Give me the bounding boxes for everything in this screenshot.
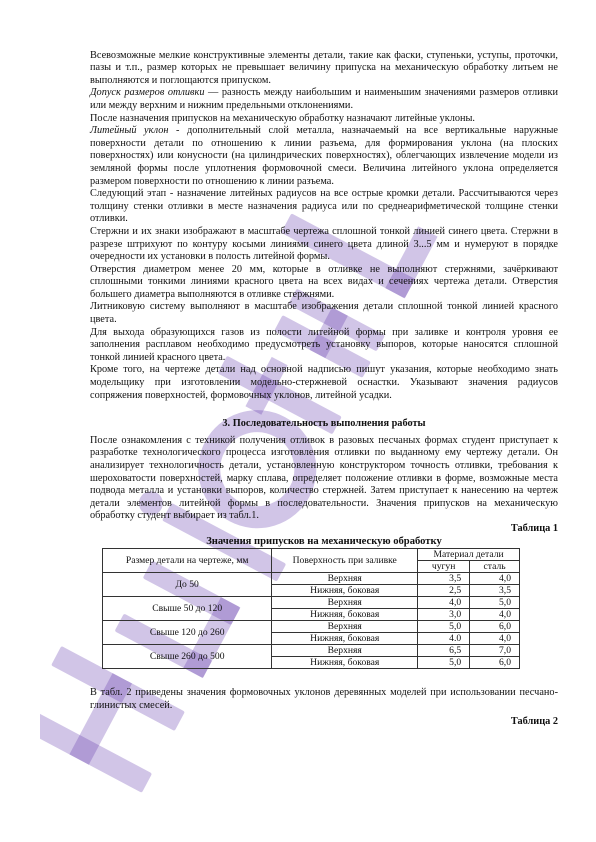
paragraph-text: - дополнительный слой металла, назначаемый на все вертикальные наружные поверхности детали по отношению к линии разъема, для формирования уклона (на плоских поверхностях) или конусности (на цилиндрических поверхностях), облегчающих извлечение модели из земляной формы после уплотнения формовочной смеси. Величина литейного уклона определяется размером поверхности по отношению к линии разъема. — [90, 125, 559, 187]
term-tolerance: Допуск размеров отливки — [90, 87, 205, 99]
cell-iron: 3,0 — [418, 609, 470, 621]
cell-steel: 3,5 — [470, 585, 520, 597]
cell-surface: Верхняя — [272, 621, 418, 633]
cell-steel: 6,0 — [470, 657, 520, 669]
header-steel: сталь — [470, 561, 520, 573]
cell-steel: 5,0 — [470, 597, 520, 609]
paragraph — [90, 364, 558, 402]
allowance-table — [102, 548, 520, 669]
cell-iron: 5,0 — [418, 621, 470, 633]
paragraph-text: В табл. 2 приведены значения формовочных уклонов деревянных моделей при использовании песчано-глинистых смесей. — [90, 687, 558, 711]
table-title: Значения припусков на механическую обработку — [206, 535, 442, 547]
document-body — [90, 37, 558, 729]
paragraph-text: Кроме того, на чертеже детали над основной надписью пишут указания, которые необходимо знать модельщику при изготовлении модельно-стержневой оснастки. Указывают значения радиусов сопряжения поверхностей, формовочных уклонов, литейной усадки. — [90, 364, 558, 401]
paragraph — [90, 188, 558, 226]
table-number: Таблица 2 — [510, 716, 558, 728]
cell-iron: 6,5 — [418, 645, 470, 657]
cell-iron: 4.0 — [418, 633, 470, 645]
paragraph — [90, 113, 558, 126]
paragraph — [90, 687, 558, 712]
cell-size: Свыше 120 до 260 — [103, 621, 272, 645]
cell-steel: 4,0 — [470, 573, 520, 585]
paragraph-text: Следующий этап - назначение литейных радиусов на все острые кромки детали. Рассчитываются через толщину стенки отливки в месте назначения радиуса или по среднеарифметической толщине стенки отливки. — [90, 188, 558, 225]
cell-iron: 4,0 — [418, 597, 470, 609]
paragraph-slope — [90, 125, 558, 188]
cell-surface: Верхняя — [272, 597, 418, 609]
cell-surface: Нижняя, боковая — [272, 657, 418, 669]
table-row — [103, 573, 520, 585]
paragraph-text: Стержни и их знаки изображают в масштабе чертежа сплошной тонкой линией синего цвета. Стержни в разрезе штрихуют по контуру косыми линиями синего цвета длиной 3...5 мм и нумеруют в порядке очередности их установки в полость литейной формы. — [90, 225, 558, 263]
cell-surface: Верхняя — [272, 645, 418, 657]
cell-surface: Нижняя, боковая — [272, 585, 418, 597]
paragraph-text: Для выхода образующихся газов из полости литейной формы при заливке и контроля уровня ее заполнения расплавом необходимо предусмотреть установку выпоров, которые наносятся сплошной тонкой линией красного цвета. — [90, 326, 558, 363]
cell-surface: Нижняя, боковая — [272, 609, 418, 621]
cell-steel: 6,0 — [470, 621, 520, 633]
header-surface: Поверхность при заливке — [272, 549, 418, 573]
paragraph — [90, 435, 558, 523]
paragraph-text: После ознакомления с техникой получения отливок в разовых песчаных формах студент приступает к разработке технологического процесса изготовления отливки по выданному ему чертежу детали. Он анализирует технологичность детали, установленную конструктором точность отливки, требования к шероховатости поверхностей, марку сплава, определяет положение отливки в форме, возможные места подвода металла и установки выпоров, количество стержней. Затем приступает к нанесению на чертеж детали элементов литейной формы в последовательности. Значения припусков на механическую обработку студент выбирает из табл.1. — [90, 434, 558, 522]
table-header-row — [103, 549, 520, 561]
paragraph-text: Всевозможные мелкие конструктивные элементы детали, такие как фаски, ступеньки, уступы, проточки, пазы и т.п., размер которых не превышает величину припуска на механическую обработку литьем не выполняются и поглощаются припуском. — [90, 49, 558, 86]
table-number: Таблица 1 — [510, 522, 558, 534]
paragraph-text: После назначения припусков на механическую обработку назначают литейные уклоны. — [90, 112, 475, 124]
paragraph — [90, 226, 558, 264]
cell-size: До 50 — [103, 573, 272, 597]
cell-iron: 5,0 — [418, 657, 470, 669]
cell-steel: 4,0 — [470, 609, 520, 621]
paragraph — [90, 264, 558, 302]
cell-size: Свыше 50 до 120 — [103, 597, 272, 621]
cell-iron: 3,5 — [418, 573, 470, 585]
header-size: Размер детали на чертеже, мм — [103, 549, 272, 573]
cell-size: Свыше 260 до 500 — [103, 645, 272, 669]
cell-steel: 7,0 — [470, 645, 520, 657]
paragraph-tolerance — [90, 87, 558, 112]
paragraph-text: Отверстия диаметром менее 20 мм, которые в отливке не выполняют стержнями, зачёркивают сплошными тонкими линиями красного цвета на всех видах и сечениях чертежа детали. Отверстия большего диаметра выполняются в отливке стержнями. — [90, 263, 558, 300]
paragraph-text: — разность между наибольшим и наименьшим значениями размеров отливки или между верхним и нижним предельными отклонениями. — [90, 87, 558, 111]
paragraph — [90, 327, 558, 365]
section-heading: 3. Последовательность выполнения работы — [222, 418, 426, 430]
table-row — [103, 645, 520, 657]
paragraph — [90, 301, 558, 326]
cell-iron: 2,5 — [418, 585, 470, 597]
table-row — [103, 597, 520, 609]
cell-surface: Нижняя, боковая — [272, 633, 418, 645]
header-iron: чугун — [418, 561, 470, 573]
term-slope: Литейный уклон — [90, 125, 169, 137]
paragraph-text: Литниковую систему выполняют в масштабе изображения детали сплошной тонкой линией красного цвета. — [90, 301, 558, 326]
cell-surface: Верхняя — [272, 573, 418, 585]
paragraph — [90, 37, 558, 87]
header-material: Материал детали — [418, 549, 520, 561]
cell-steel: 4,0 — [470, 633, 520, 645]
table-row — [103, 621, 520, 633]
